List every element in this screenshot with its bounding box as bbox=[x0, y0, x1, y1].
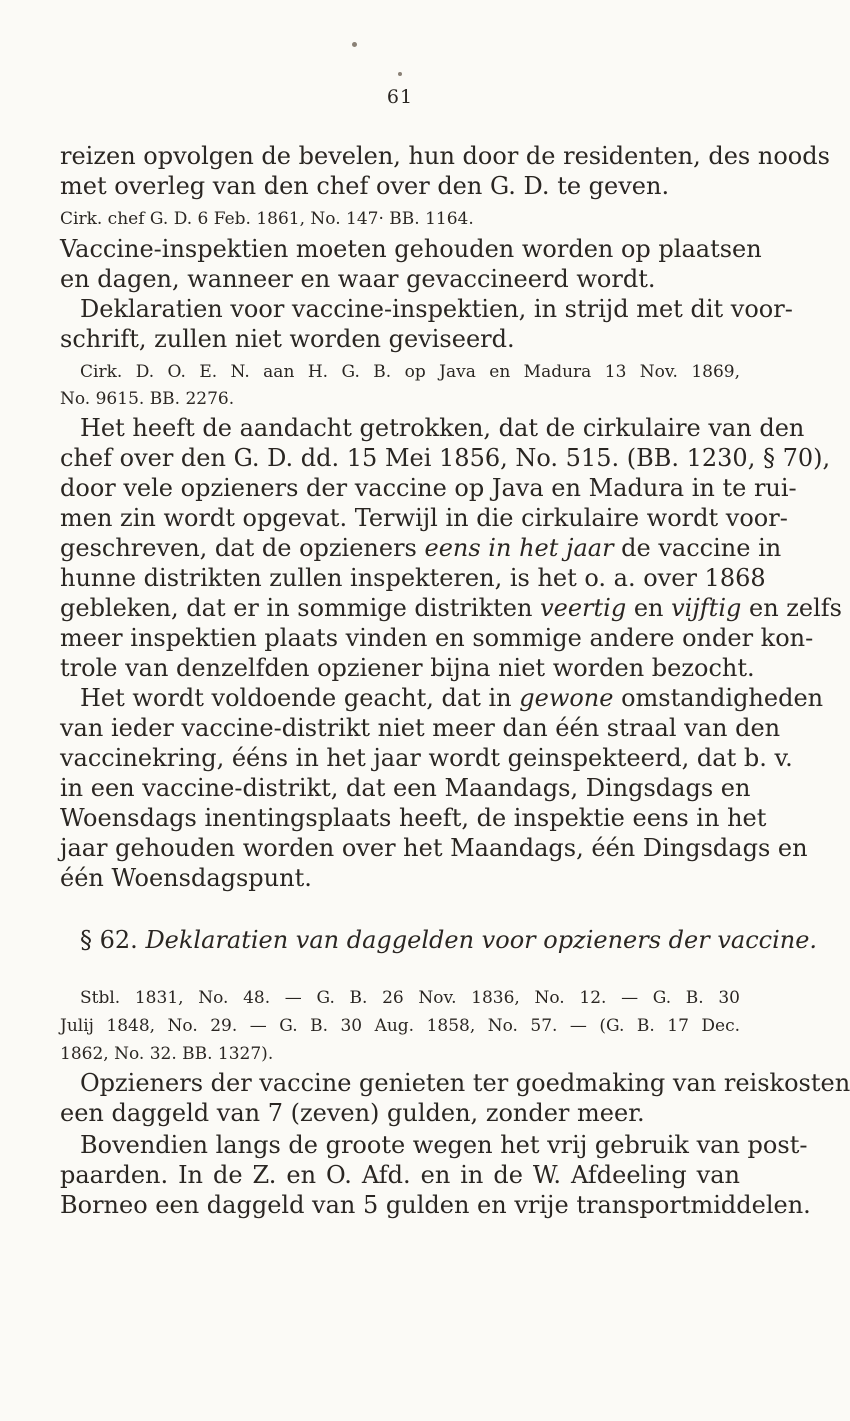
paper-speck bbox=[398, 72, 402, 76]
citation-line: 1862, No. 32. BB. 1327). bbox=[60, 1044, 274, 1064]
text-line: Borneo een daggeld van 5 gulden en vrije transportmiddelen. bbox=[60, 1191, 811, 1219]
text-line: Vaccine-inspektien moeten gehouden worden op plaatsen bbox=[60, 235, 762, 263]
text-line: Woensdags inentingsplaats heeft, de inspektie eens in het bbox=[60, 804, 767, 832]
text-line: met overleg van den chef over den G. D. te geven. bbox=[60, 172, 670, 200]
page-number: 61 bbox=[386, 86, 414, 108]
citation-line: Cirk. D. O. E. N. aan H. G. B. op Java en Madura 13 Nov. 1869, bbox=[80, 362, 740, 382]
text-line: door vele opzieners der vaccine op Java en Madura in te rui- bbox=[60, 474, 797, 502]
text-line: hunne distrikten zullen inspekteren, is het o. a. over 1868 bbox=[60, 564, 766, 592]
paper-speck bbox=[352, 42, 357, 47]
text-line: Bovendien langs de groote wegen het vrij gebruik van post- bbox=[80, 1131, 808, 1159]
text-line: geschreven, dat de opzieners eens in het jaar de vaccine in bbox=[60, 534, 782, 562]
text-line: Deklaratien voor vaccine-inspektien, in strijd met dit voor- bbox=[80, 295, 793, 323]
text-line: meer inspektien plaats vinden en sommige andere onder kon- bbox=[60, 624, 814, 652]
citation-line: Julij 1848, No. 29. — G. B. 30 Aug. 1858, No. 57. — (G. B. 17 Dec. bbox=[60, 1016, 740, 1036]
text-line: gebleken, dat er in sommige distrikten veertig en vijftig en zelfs bbox=[60, 594, 842, 622]
text-line: Het wordt voldoende geacht, dat in gewone omstandigheden bbox=[80, 684, 824, 712]
text-line: een daggeld van 7 (zeven) gulden, zonder meer. bbox=[60, 1099, 645, 1127]
text-line: men zin wordt opgevat. Terwijl in die cirkulaire wordt voor- bbox=[60, 504, 788, 532]
text-line: chef over den G. D. dd. 15 Mei 1856, No. 515. (BB. 1230, § 70), bbox=[60, 444, 831, 472]
citation-line: No. 9615. BB. 2276. bbox=[60, 389, 235, 409]
citation-line: Stbl. 1831, No. 48. — G. B. 26 Nov. 1836, No. 12. — G. B. 30 bbox=[80, 988, 740, 1008]
text-line: één Woensdagspunt. bbox=[60, 864, 312, 892]
text-line: Het heeft de aandacht getrokken, dat de cirkulaire van den bbox=[80, 414, 805, 442]
text-line: en dagen, wanneer en waar gevaccineerd wordt. bbox=[60, 265, 656, 293]
text-line: paarden. In de Z. en O. Afd. en in de W. Afdeeling van bbox=[60, 1161, 740, 1189]
text-line: in een vaccine-distrikt, dat een Maandags, Dingsdags en bbox=[60, 774, 751, 802]
text-line: van ieder vaccine-distrikt niet meer dan één straal van den bbox=[60, 714, 781, 742]
text-line: reizen opvolgen de bevelen, hun door de residenten, des noods bbox=[60, 142, 830, 170]
section-heading: § 62. Deklaratien van daggelden voor opzieners der vaccine. bbox=[80, 926, 818, 954]
text-line: jaar gehouden worden over het Maandags, één Dingsdags en bbox=[60, 834, 808, 862]
text-line: schrift, zullen niet worden geviseerd. bbox=[60, 325, 515, 353]
text-line: vaccinekring, ééns in het jaar wordt geinspekteerd, dat b. v. bbox=[60, 744, 793, 772]
text-line: Opzieners der vaccine genieten ter goedmaking van reiskosten bbox=[80, 1069, 850, 1097]
text-line: trole van denzelfden opziener bijna niet worden bezocht. bbox=[60, 654, 755, 682]
citation-line: Cirk. chef G. D. 6 Feb. 1861, No. 147· BB. 1164. bbox=[60, 209, 474, 229]
